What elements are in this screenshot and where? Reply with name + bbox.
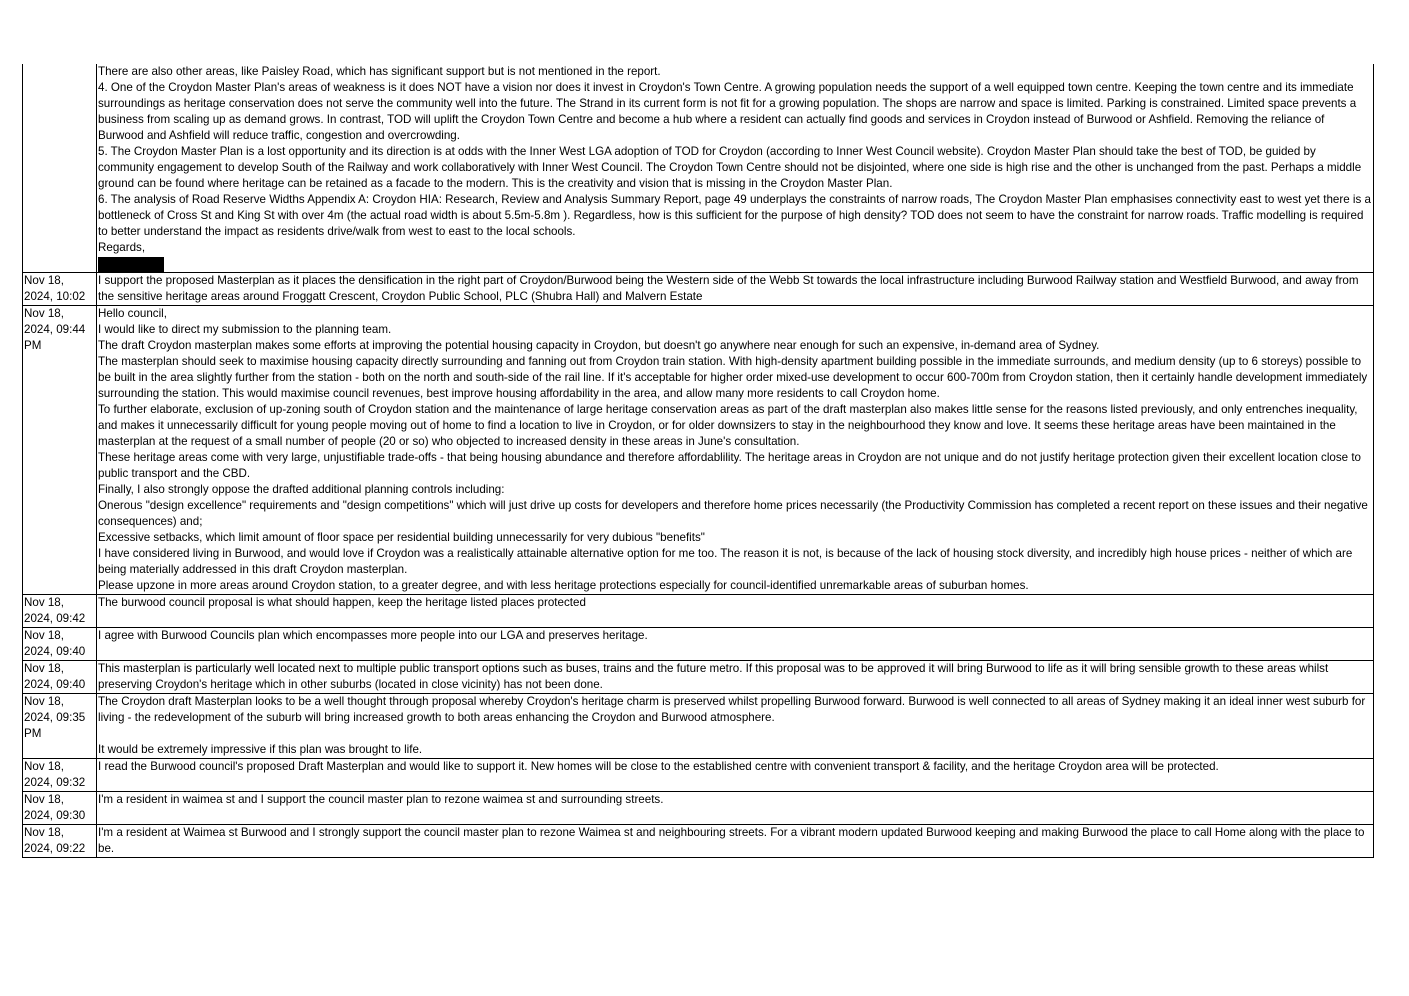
submission-paragraph: Onerous "design excellence" requirements and "design competitions" which will just drive up costs for developers and therefore home prices necessarily (the Productivity Commission has completed a recent report on these issues and their negative consequences) and; [98,499,1368,528]
submission-paragraph: Finally, I also strongly oppose the drafted additional planning controls including: [98,483,505,496]
submission-paragraph: I would like to direct my submission to the planning team. [98,323,392,336]
submission-row [23,759,1374,792]
submission-paragraph: I support the proposed Masterplan as it places the densification in the right part of Croydon/Burwood being the Western side of the Webb St towards the local infrastructure including Burwood Railway station and Westfield Burwood, and away from the sensitive heritage areas around Froggatt Crescent, Croydon Public School, PLC (Shubra Hall) and Malvern Estate [98,274,1359,303]
submission-text [97,792,1374,825]
submission-paragraph: This masterplan is particularly well located next to multiple public transport options such as buses, trains and the future metro. If this proposal was to be approved it will bring Burwood to life as it will bring sensible growth to these areas whilst preserving Croydon's heritage which in other suburbs (located in close vicinity) has not been done. [98,662,1329,691]
submission-text [97,759,1374,792]
submission-paragraph: 5. The Croydon Master Plan is a lost opportunity and its direction is at odds with the Inner West LGA adoption of TOD for Croydon (according to Inner West Council website). Croydon Master Plan should take the best of TOD, be guided by community engagement to develop South of the Railway and work collaboratively with Inner West Council. The Croydon Town Centre should not be disjointed, where one side is high rise and the other is unchanged from the past. Perhaps a middle ground can be found where heritage can be retained as a facade to the modern. This is the creativity and vision that is missing in the Croydon Master Plan. [98,145,1362,190]
submission-row [23,306,1374,595]
submission-date: Nov 18, 2024, 09:42 [23,595,97,628]
submission-date: Nov 18, 2024, 09:22 [23,825,97,858]
submission-paragraph: It would be extremely impressive if this plan was brought to life. [98,743,423,756]
submission-row [23,64,1374,273]
submission-date: Nov 18, 2024, 09:35 PM [23,694,97,759]
submission-paragraph: 6. The analysis of Road Reserve Widths Appendix A: Croydon HIA: Research, Review and Analysis Summary Report, page 49 underplays the constraints of narrow roads, The Croydon Master Plan emphasises connectivity east to west yet there is a bottleneck of Cross St and King St with over 4m (the actual road width is about 5.5m-5.8m ). Regardless, how is this sufficient for the purpose of high density? TOD does not seem to have the constraint for narrow roads. Traffic modelling is required to better understand the impact as residents drive/walk from west to east to the local schools. [98,193,1371,238]
submission-paragraph: Excessive setbacks, which limit amount of floor space per residential building unnecessarily for very dubious "benefits" [98,531,705,544]
submission-text [97,306,1374,595]
submission-paragraph [98,726,1372,742]
submission-paragraph: There are also other areas, like Paisley Road, which has significant support but is not mentioned in the report. [98,65,661,78]
submission-text [97,628,1374,661]
submissions-table-body [23,64,1374,858]
submission-paragraph: These heritage areas come with very large, unjustifiable trade-offs - that being housing abundance and therefore affordablility. The heritage areas in Croydon are not unique and do not justify heritage protection given their excellent location close to public transport and the CBD. [98,451,1361,480]
signature-line [98,256,1372,272]
submission-text [97,64,1374,273]
submission-text [97,825,1374,858]
submission-date: Nov 18, 2024, 10:02 [23,273,97,306]
submission-date: Nov 18, 2024, 09:30 [23,792,97,825]
submission-paragraph: I have considered living in Burwood, and would love if Croydon was a realistically attainable alternative option for me too. The reason it is not, is because of the lack of housing stock diversity, and incredibly high house prices - neither of which are being materially addressed in this draft Croydon masterplan. [98,547,1353,576]
submission-row [23,694,1374,759]
submission-paragraph: I'm a resident in waimea st and I support the council master plan to rezone waimea st and surrounding streets. [98,793,664,806]
submission-row [23,595,1374,628]
submission-paragraph: 4. One of the Croydon Master Plan's areas of weakness is it does NOT have a vision nor does it invest in Croydon's Town Centre. A growing population needs the support of a well equipped town centre. Keeping the town centre and its immediate surroundings as heritage conservation does not serve the community well into the future. The Strand in its current form is not fit for a growing population. The shops are narrow and space is limited. Parking is constrained. Limited space prevents a business from scaling up as demand grows. In contrast, TOD will uplift the Croydon Town Centre and become a hub where a resident can actually find goods and services in Croydon instead of Burwood or Ashfield. Removing the reliance of Burwood and Ashfield will reduce traffic, congestion and overcrowding. [98,81,1357,142]
submission-paragraph: The masterplan should seek to maximise housing capacity directly surrounding and fanning out from Croydon train station. With high-density apartment building possible in the immediate surrounds, and medium density (up to 6 storeys) possible to be built in the area slightly further from the station - both on the north and south-side of the rail line. If it's acceptable for higher order mixed-use development to occur 600-700m from Croydon station, then it certainly handle development immediately surrounding the station. This would maximise council revenues, best improve housing affordability in the area, and allow many more residents to call Croydon home. [98,355,1368,400]
submission-text [97,661,1374,694]
submission-text [97,694,1374,759]
submission-date [23,64,97,273]
submission-paragraph: The draft Croydon masterplan makes some efforts at improving the potential housing capacity in Croydon, but doesn't go anywhere near enough for such an expensive, in-demand area of Sydney. [98,339,1100,352]
submission-paragraph: Please upzone in more areas around Croydon station, to a greater degree, and with less heritage protections especially for council-identified unremarkable areas of suburban homes. [98,579,1029,592]
submission-text [97,273,1374,306]
submission-paragraph: To further elaborate, exclusion of up-zoning south of Croydon station and the maintenance of large heritage conservation areas as part of the draft masterplan also makes little sense for the reasons listed previously, and only entrenches inequality, and makes it unnecessarily difficult for young people moving out of home to find a location to live in Croydon, or for older downsizers to stay in the neighbourhood they know and love. It seems these heritage areas have been maintained in the masterplan at the request of a small number of people (20 or so) who objected to increased density in these areas in June's consultation. [98,403,1358,448]
submission-date: Nov 18, 2024, 09:40 [23,628,97,661]
submission-paragraph: I'm a resident at Waimea st Burwood and I strongly support the council master plan to rezone Waimea st and neighbouring streets. For a vibrant modern updated Burwood keeping and making Burwood the place to call Home along with the place to be. [98,826,1365,855]
submission-paragraph: I agree with Burwood Councils plan which encompasses more people into our LGA and preserves heritage. [98,629,648,642]
submission-date: Nov 18, 2024, 09:32 [23,759,97,792]
submission-date: Nov 18, 2024, 09:44 PM [23,306,97,595]
submission-row [23,661,1374,694]
submission-text [97,595,1374,628]
submission-row [23,792,1374,825]
submission-row [23,825,1374,858]
submission-paragraph: The Croydon draft Masterplan looks to be a well thought through proposal whereby Croydon's heritage charm is preserved whilst propelling Burwood forward. Burwood is well connected to all areas of Sydney making it an ideal inner west suburb for living - the redevelopment of the suburb will bring increased growth to both areas enhancing the Croydon and Burwood atmosphere. [98,695,1366,724]
submission-paragraph: The burwood council proposal is what should happen, keep the heritage listed places protected [98,596,586,609]
submission-paragraph: I read the Burwood council's proposed Draft Masterplan and would like to support it. New homes will be close to the established centre with convenient transport & facility, and the heritage Croydon area will be protected. [98,760,1219,773]
submission-row [23,273,1374,306]
submission-paragraph: Regards, [98,241,146,254]
redacted-name-block [98,257,164,272]
submission-row [23,628,1374,661]
submissions-table [22,64,1374,858]
submission-date: Nov 18, 2024, 09:40 [23,661,97,694]
submission-paragraph: Hello council, [98,307,167,320]
